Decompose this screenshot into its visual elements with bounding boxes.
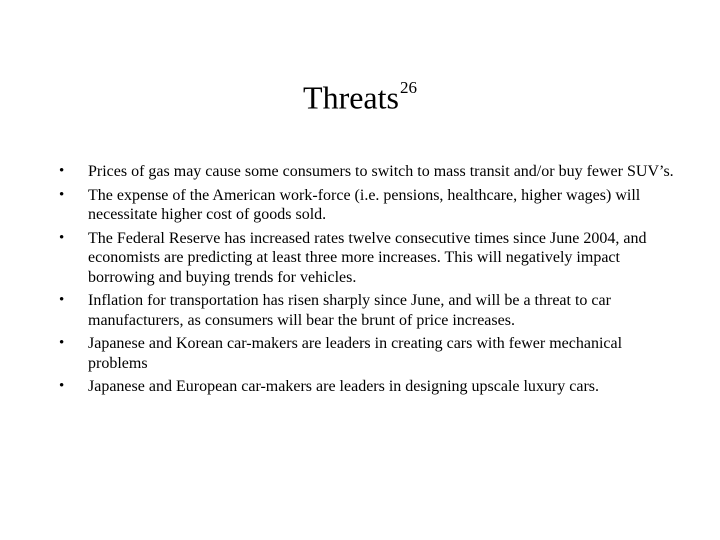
bullet-text: The expense of the American work-force (i.e. pensions, healthcare, higher wages) will necessitate higher cost of goods sold. <box>88 186 641 223</box>
bullet-text: Inflation for transportation has risen sharply since June, and will be a threat to car manufacturers, as consumers will bear the brunt of price increases. <box>88 292 611 329</box>
bullet-icon: • <box>59 335 65 351</box>
bullet-icon: • <box>59 163 65 179</box>
bullet-text: Japanese and Korean car-makers are leaders in creating cars with fewer mechanical problems <box>88 335 623 372</box>
slide-title-text: Threats <box>303 79 399 116</box>
bullet-text: Japanese and European car-makers are leaders in designing upscale luxury cars. <box>88 378 600 395</box>
bullet-item <box>58 229 678 288</box>
slide-title-footnote: 26 <box>399 78 417 97</box>
bullet-icon: • <box>59 186 65 203</box>
bullet-icon: • <box>59 292 65 308</box>
bullet-item <box>58 186 678 225</box>
bullet-item <box>58 291 678 330</box>
bullet-item <box>58 334 678 373</box>
bullet-item <box>58 162 678 182</box>
bullet-icon: • <box>59 229 65 246</box>
bullet-text: The Federal Reserve has increased rates twelve consecutive times since June 2004, and economists are predicting at least three more increases. This will negatively impact borrowing and buying trends for vehicles. <box>88 229 647 286</box>
bullet-list <box>58 162 678 401</box>
bullet-icon: • <box>59 378 65 394</box>
slide-title <box>0 72 720 118</box>
bullet-item <box>58 377 678 397</box>
bullet-text: Prices of gas may cause some consumers to switch to mass transit and/or buy fewer SUV’s. <box>88 163 674 180</box>
